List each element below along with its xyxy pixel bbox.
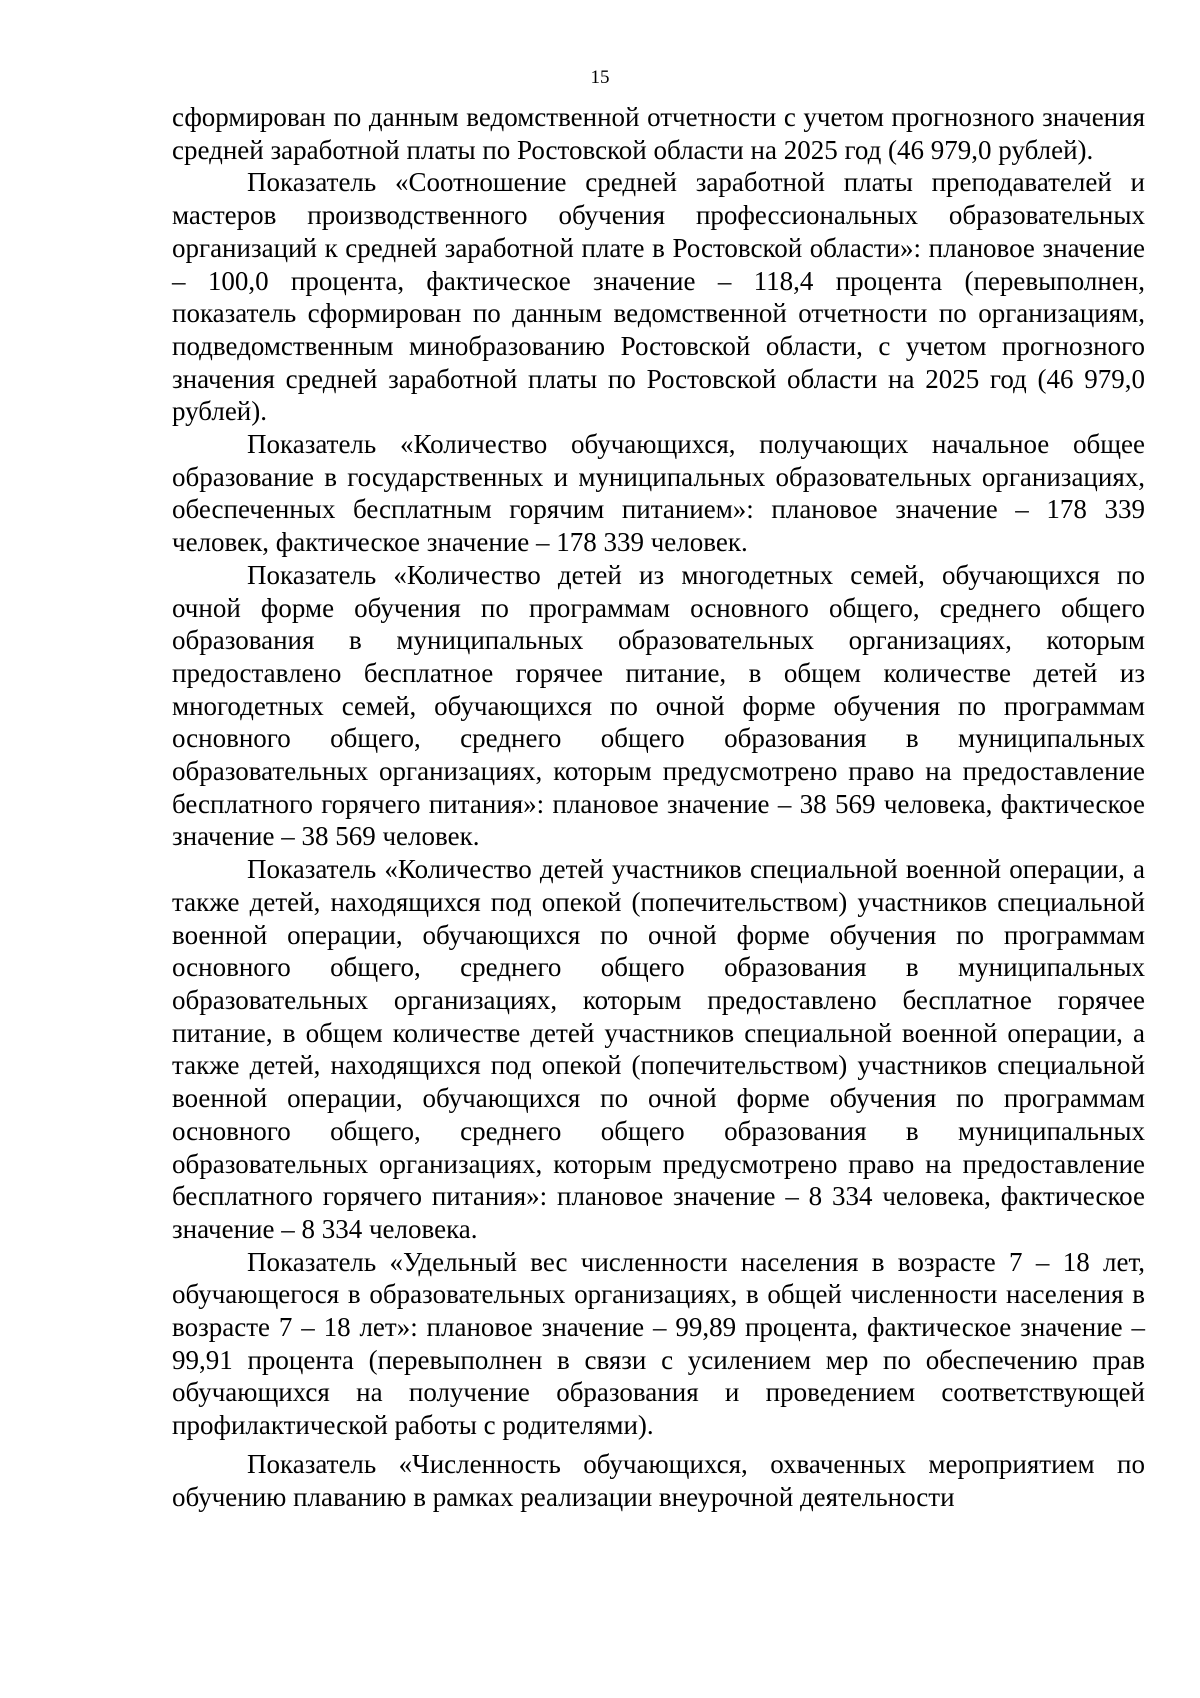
paragraph-continuation: сформирован по данным ведомственной отчетности с учетом прогнозного значения средней заработной платы по Ростовской области на 2025 год (46 979,0 рублей). — [172, 102, 1145, 165]
document-body — [172, 101, 1145, 1513]
paragraph-salary-ratio-indicator: Показатель «Соотношение средней заработной платы преподавателей и мастеров производственного обучения профессиональных образовательных организаций к средней заработной плате в Ростовской области»: плановое значение – 100,0 процента, фактическое значение – 118,4 процента (перевыполнен, показатель сформирован по данным ведомственной отчетности по организациям, подведомственным минобразованию Ростовской области, с учетом прогнозного значения средней заработной платы по Ростовской области на 2025 год (46 979,0 рублей). — [172, 167, 1145, 427]
paragraph-enrollment-share-indicator: Показатель «Удельный вес численности населения в возрасте 7 – 18 лет, обучающегося в образовательных организациях, в общей численности населения в возрасте 7 – 18 лет»: плановое значение – 99,89 процента, фактическое значение – 99,91 процента (перевыполнен в связи с усилением мер по обеспечению прав обучающихся на получение образования и проведением соответствующей профилактической работы с родителями). — [172, 1246, 1145, 1441]
paragraph-primary-meals-indicator: Показатель «Количество обучающихся, получающих начальное общее образование в государственных и муниципальных образовательных организациях, обеспеченных бесплатным горячим питанием»: плановое значение – 178 339 человек, фактическое значение – 178 339 человек. — [172, 429, 1145, 558]
paragraph-large-families-meals-indicator: Показатель «Количество детей из многодетных семей, обучающихся по очной форме обучения по программам основного общего, среднего общего образования в муниципальных образовательных организациях, которым предоставлено бесплатное горячее питание, в общем количестве детей из многодетных семей, обучающихся по очной форме обучения по программам основного общего, среднего общего образования в муниципальных образовательных организациях, которым предусмотрено право на предоставление бесплатного горячего питания»: плановое значение – 38 569 человека, фактическое значение – 38 569 человек. — [172, 559, 1145, 852]
paragraph-svo-children-meals-indicator: Показатель «Количество детей участников специальной военной операции, а также детей, находящихся под опекой (попечительством) участников специальной военной операции, обучающихся по очной форме обучения по программам основного общего, среднего общего образования в муниципальных образовательных организациях, которым предоставлено бесплатное горячее питание, в общем количестве детей участников специальной военной операции, а также детей, находящихся под опекой (попечительством) участников специальной военной операции, обучающихся по очной форме обучения по программам основного общего, среднего общего образования в муниципальных образовательных организациях, которым предусмотрено право на предоставление бесплатного горячего питания»: плановое значение – 8 334 человека, фактическое значение – 8 334 человека. — [172, 854, 1145, 1244]
page-number: 15 — [590, 67, 610, 88]
paragraph-swimming-indicator: Показатель «Численность обучающихся, охваченных мероприятием по обучению плаванию в рамках реализации внеурочной деятельности — [172, 1448, 1145, 1512]
